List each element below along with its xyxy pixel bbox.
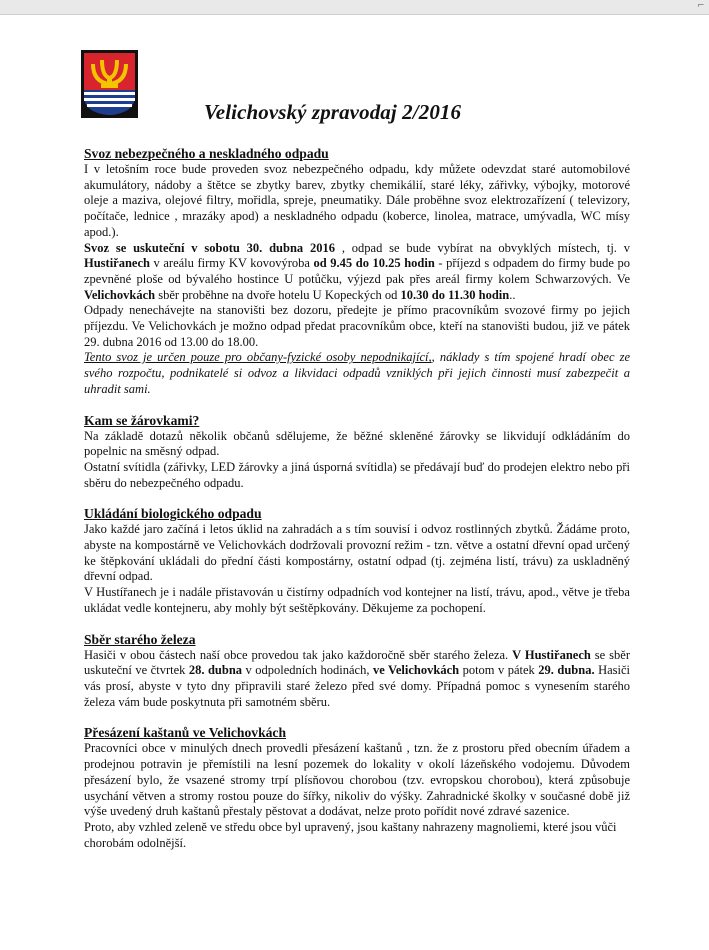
paragraph: I v letošním roce bude proveden svoz nebezpečného odpadu, kdy můžete odevzdat staré automobilové akumulátory, nádoby a štětce se zbytky barev, zbytky chemikálií, staré léky, zářivky, výbojky, motorové oleje a maziva, olejové filtry, mořidla, spreje, pneumatiky. Dále proběhne svoz elektrozařízení ( televizory, počítače, lednice , mrazáky apod) a neskladného odpadu (koberce, linolea, matrace, umývadla, WC mísy apod.). bbox=[84, 162, 630, 239]
paragraph: Ostatní svítidla (zářivky, LED žárovky a jiná úsporná svítidla) se předávají buď do prodejen elektro nebo při sběru do nebezpečného odpadu. bbox=[84, 459, 630, 490]
window-top-bar bbox=[0, 0, 709, 15]
coat-of-arms-icon bbox=[81, 50, 138, 118]
section-heading: Svoz nebezpečného a neskladného odpadu bbox=[84, 146, 329, 161]
paragraph-italic-note: Tento svoz je určen pouze pro občany-fyzické osoby nepodnikající,, náklady s tím spojené hradí obec ze svého rozpočtu, podnikatelé si odvoz a likvidaci odpadů vzniklých při jejich činnosti musí zabezpečit a uhradit sami. bbox=[84, 350, 630, 396]
section-heading: Kam se žárovkami? bbox=[84, 412, 200, 428]
paragraph: Pracovníci obce v minulých dnech provedli přesázení kaštanů , tzn. že z prostoru před obecním úřadem a prodejnou potravin je přemístili na lesní pozemek do lokality v okolí lázeňského vodojemu. Důvodem přesázení bylo, že vsazené stromy trpí plísňovou chorobou (tzv. evropskou chorobou), která způsobuje usychání větven a stromy rostou pouze do šířky, nikoliv do výšky. Zahradnické školky v současné době již výše uvedený druh kaštanů přestaly pěstovat a dodávat, nelze proto pořídit nové zdravé sazenice. bbox=[84, 741, 630, 819]
corner-marker-icon: ⌐ bbox=[697, 1, 705, 11]
section-light-bulbs bbox=[84, 413, 630, 492]
paragraph: Na základě dotazů několik občanů sdělujeme, že běžné skleněné žárovky se likvidují odkládáním do popelnic na směsný odpad. bbox=[84, 428, 630, 459]
paragraph: Proto, aby vzhled zeleně ve středu obce byl upravený, jsou kaštany nahrazeny magnoliemi, které jsou vůči chorobám odolnější. bbox=[84, 819, 617, 850]
paragraph: Hasiči v obou částech naší obce provedou tak jako každoročně sběr starého železa. V Hustiřanech se sběr uskuteční ve čtvrtek 28. dubna v odpoledních hodinách, ve Velichovkách potom v pátek 29. dubna. Hasiči vás prosí, abyste v tyto dny připravili staré železo před své domy. Případná pomoc s vynesením starého železa vám bude poskytnuta při samotném sběru. bbox=[84, 647, 631, 709]
paragraph: Jako každé jaro začíná i letos úklid na zahradách a s tím souvisí i odvoz rostlinných zbytků. Žádáme proto, abyste na kompostárně ve Velichovkách dodržovali provozní režim - tzn. větve a ostatní dřevní opad určený ke štěpkování ukládali do přední části kompostárny, ostatní odpad (tj. zejména listí, trávu) za uskladněný dřevní odpad. bbox=[84, 522, 630, 584]
section-scrap-iron bbox=[84, 632, 630, 711]
section-heading: Ukládání biologického odpadu bbox=[84, 506, 262, 522]
section-hazardous-waste bbox=[84, 146, 630, 398]
paragraph: Odpady nenechávejte na stanovišti bez dozoru, předejte je přímo pracovníkům svozové firmy po jejich příjezdu. Ve Velichovkách je možno odpad předat pracovníkům obce, kteří na stanovišti budou, již ve pátek 29. dubna 2016 od 13.00 do 18.00. bbox=[84, 303, 630, 349]
section-heading: Sběr starého železa bbox=[84, 631, 196, 647]
paragraph: V Hustířanech je i nadále přistavován u čistírny odpadních vod kontejner na listí, trávu, apod., větve je třeba ukládat vedle kontejneru, aby mohly být seštěpkovány. Děkujeme za pochopení. bbox=[84, 585, 630, 615]
paragraph: Svoz se uskuteční v sobotu 30. dubna 2016 , odpad se bude vybírat na obvyklých místech, tj. v Hustiřanech v areálu firmy KV kovovýroba od 9.45 do 10.25 hodin - příjezd s odpadem do firmy bude po zpevněné ploše od bývalého hostince U potůčku, výjezd pak přes areál firmy kolem Schwarzových. Ve Velichovkách sběr proběhne na dvoře hotelu U Kopeckých od 10.30 do 11.30 hodin.. bbox=[84, 240, 631, 302]
document-body bbox=[84, 146, 630, 851]
section-heading: Přesázení kaštanů ve Velichovkách bbox=[84, 725, 287, 741]
page-title: Velichovský zpravodaj 2/2016 bbox=[204, 100, 462, 124]
section-bio-waste bbox=[84, 506, 630, 616]
section-chestnut-transplant bbox=[84, 725, 630, 851]
